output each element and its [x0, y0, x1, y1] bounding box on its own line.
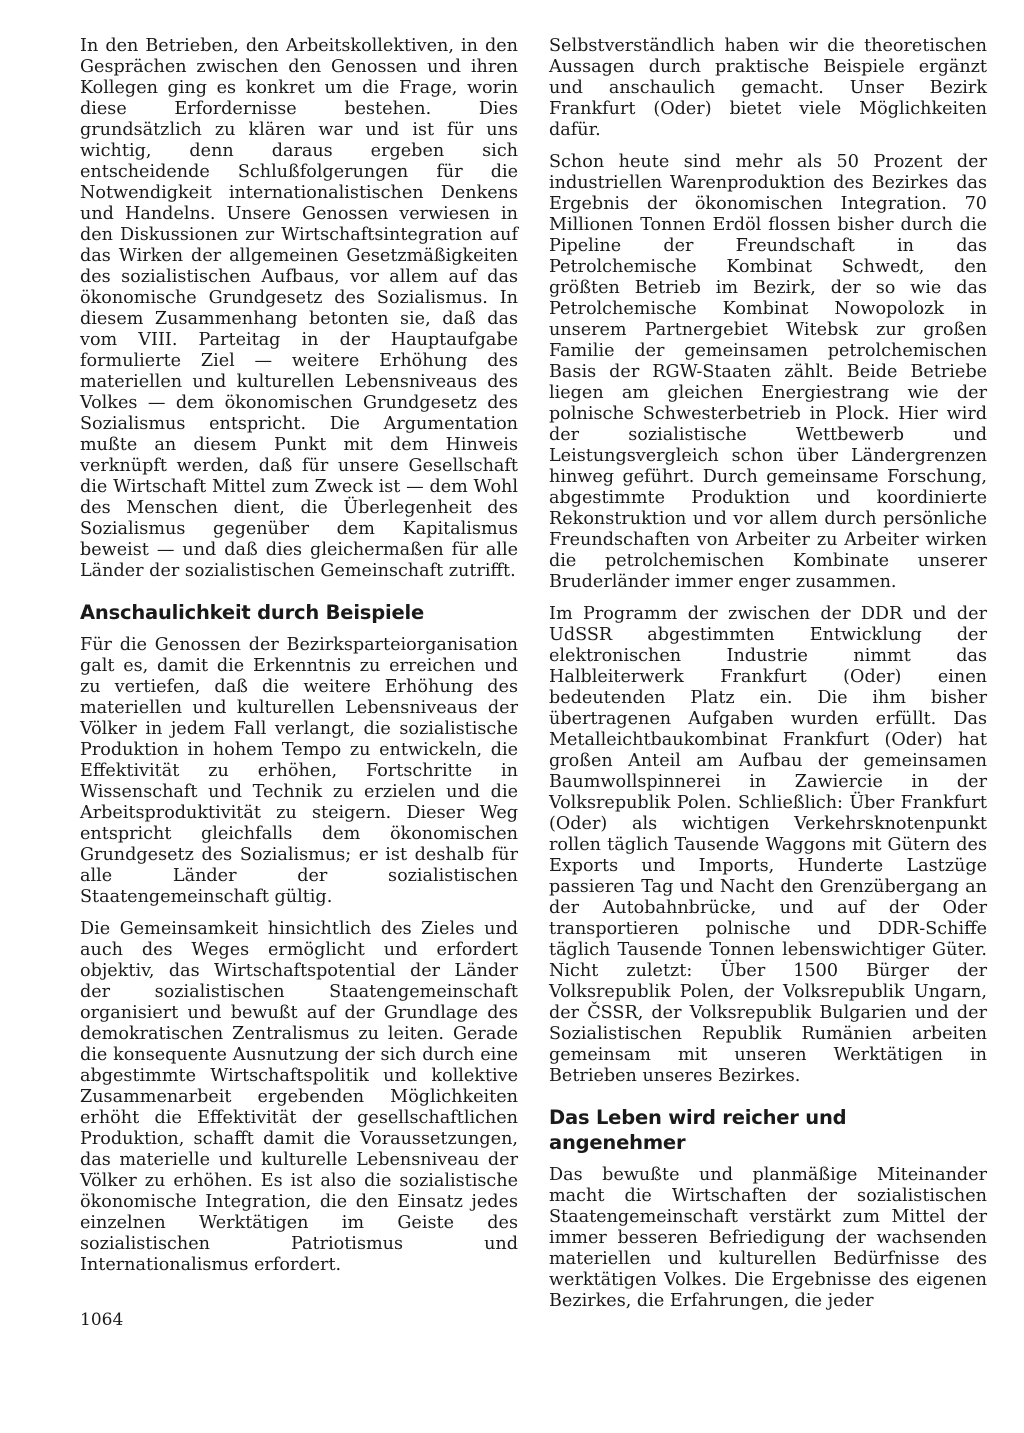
left-column	[80, 36, 518, 1287]
page-number: 1064	[80, 1310, 124, 1330]
paragraph: Schon heute sind mehr als 50 Prozent der industriellen Warenproduktion des Bezirkes das Ergebnis der ökonomischen Integration. 70 Millionen Tonnen Erdöl flossen bisher durch die Pipeline der Freundschaft in das Petrolchemische Kombinat Schwedt, den größten Betrieb im Bezirk, der so wie das Petrolchemische Kombinat Nowopolozk in unserem Partnergebiet Witebsk zur großen Familie der gemeinsamen petrolchemischen Basis der RGW-Staaten zählt. Beide Betriebe liegen am gleichen Energiestrang wie der polnische Schwesterbetrieb in Plock. Hier wird der sozialistische Wettbewerb und Leistungsvergleich schon über Ländergrenzen hinweg geführt. Durch gemeinsame Forschung, abgestimmte Produktion und koordinierte Rekonstruktion und vor allem durch persönliche Freundschaften von Arbeiter zu Arbeiter wirken die petrolchemischen Kombinate unserer Bruderländer immer enger zusammen.	[549, 152, 987, 592]
right-column	[549, 36, 987, 1323]
paragraph: In den Betrieben, den Arbeitskollektiven, in den Gesprächen zwischen den Genossen und ihren Kollegen ging es konkret um die Frage, worin diese Erfordernisse bestehen. Dies grundsätzlich zu klären war und ist für uns wichtig, denn daraus ergeben sich entscheidende Schlußfolgerungen für die Notwendigkeit internationalistischen Denkens und Handelns. Unsere Genossen verwiesen in den Diskussionen zur Wirtschaftsintegration auf das Wirken der allgemeinen Gesetzmäßigkeiten des sozialistischen Aufbaus, vor allem auf das ökonomische Grundgesetz des Sozialismus. In diesem Zusammenhang betonten sie, daß das vom VIII. Parteitag in der Hauptaufgabe formulierte Ziel — weitere Erhöhung des materiellen und kulturellen Lebensniveaus des Volkes — dem ökonomischen Grundgesetz des Sozialismus entspricht. Die Argumentation mußte an diesem Punkt mit dem Hinweis verknüpft werden, daß für unsere Gesellschaft die Wirtschaft Mittel zum Zweck ist — dem Wohl des Menschen dient, die Überlegenheit des Sozialismus gegenüber dem Kapitalismus beweist — und daß dies gleichermaßen für alle Länder der sozialistischen Gemeinschaft zutrifft.	[80, 36, 518, 581]
section-heading: Das Leben wird reicher und angenehmer	[549, 1106, 847, 1154]
paragraph: Selbstverständlich haben wir die theoretischen Aussagen durch praktische Beispiele ergänzt und anschaulich gemacht. Unser Bezirk Frankfurt (Oder) bietet viele Möglichkeiten dafür.	[549, 36, 987, 140]
section-heading: Anschaulichkeit durch Beispiele	[80, 601, 424, 624]
paragraph: Das bewußte und planmäßige Miteinander macht die Wirtschaften der sozialistischen Staatengemeinschaft verstärkt zum Mittel der immer besseren Befriedigung der wachsenden materiellen und kulturellen Bedürfnisse des werktätigen Volkes. Die Ergebnisse des eigenen Bezirkes, die Erfahrungen, die jeder	[549, 1165, 987, 1311]
paragraph: Für die Genossen der Bezirksparteiorganisation galt es, damit die Erkenntnis zu erreichen und zu vertiefen, daß die weitere Erhöhung des materiellen und kulturellen Lebensniveaus der Völker in jedem Fall verlangt, die sozialistische Produktion in hohem Tempo zu entwickeln, die Effektivität zu erhöhen, Fortschritte in Wissenschaft und Technik zu erzielen und die Arbeitsproduktivität zu steigern. Dieser Weg entspricht gleichfalls dem ökonomischen Grundgesetz des Sozialismus; er ist deshalb für alle Länder der sozialistischen Staatengemeinschaft gültig.	[80, 635, 518, 907]
paragraph: Im Programm der zwischen der DDR und der UdSSR abgestimmten Entwicklung der elektronischen Industrie nimmt das Halbleiterwerk Frankfurt (Oder) einen bedeutenden Platz ein. Die ihm bisher übertragenen Aufgaben wurden erfüllt. Das Metalleichtbaukombinat Frankfurt (Oder) hat großen Anteil am Aufbau der gemeinsamen Baumwollspinnerei in Zawiercie in der Volksrepublik Polen. Schließlich: Über Frankfurt (Oder) als wichtigen Verkehrsknotenpunkt rollen täglich Tausende Waggons mit Gütern des Exports und Imports, Hunderte Lastzüge passieren Tag und Nacht den Grenzübergang an der Autobahnbrücke, und auf der Oder transportieren polnische und DDR-Schiffe täglich Tausende Tonnen lebenswichtiger Güter. Nicht zuletzt: Über 1500 Bürger der Volksrepublik Polen, der Volksrepublik Ungarn, der ČSSR, der Volksrepublik Bulgarien und der Sozialistischen Republik Rumänien arbeiten gemeinsam mit unseren Werktätigen in Betrieben unseres Bezirkes.	[549, 604, 987, 1086]
paragraph: Die Gemeinsamkeit hinsichtlich des Zieles und auch des Weges ermöglicht und erfordert objektiv, das Wirtschaftspotential der Länder der sozialistischen Staatengemeinschaft organisiert und bewußt auf der Grundlage des demokratischen Zentralismus zu leiten. Gerade die konsequente Ausnutzung der sich durch eine abgestimmte Wirtschaftspolitik und kollektive Zusammenarbeit ergebenden Möglichkeiten erhöht die Effektivität der gesellschaftlichen Produktion, schafft damit die Voraussetzungen, das materielle und kulturelle Lebensniveau der Völker zu erhöhen. Es ist also die sozialistische ökonomische Integration, die den Einsatz jedes einzelnen Werktätigen im Geiste des sozialistischen Patriotismus und Internationalismus erfordert.	[80, 919, 518, 1275]
